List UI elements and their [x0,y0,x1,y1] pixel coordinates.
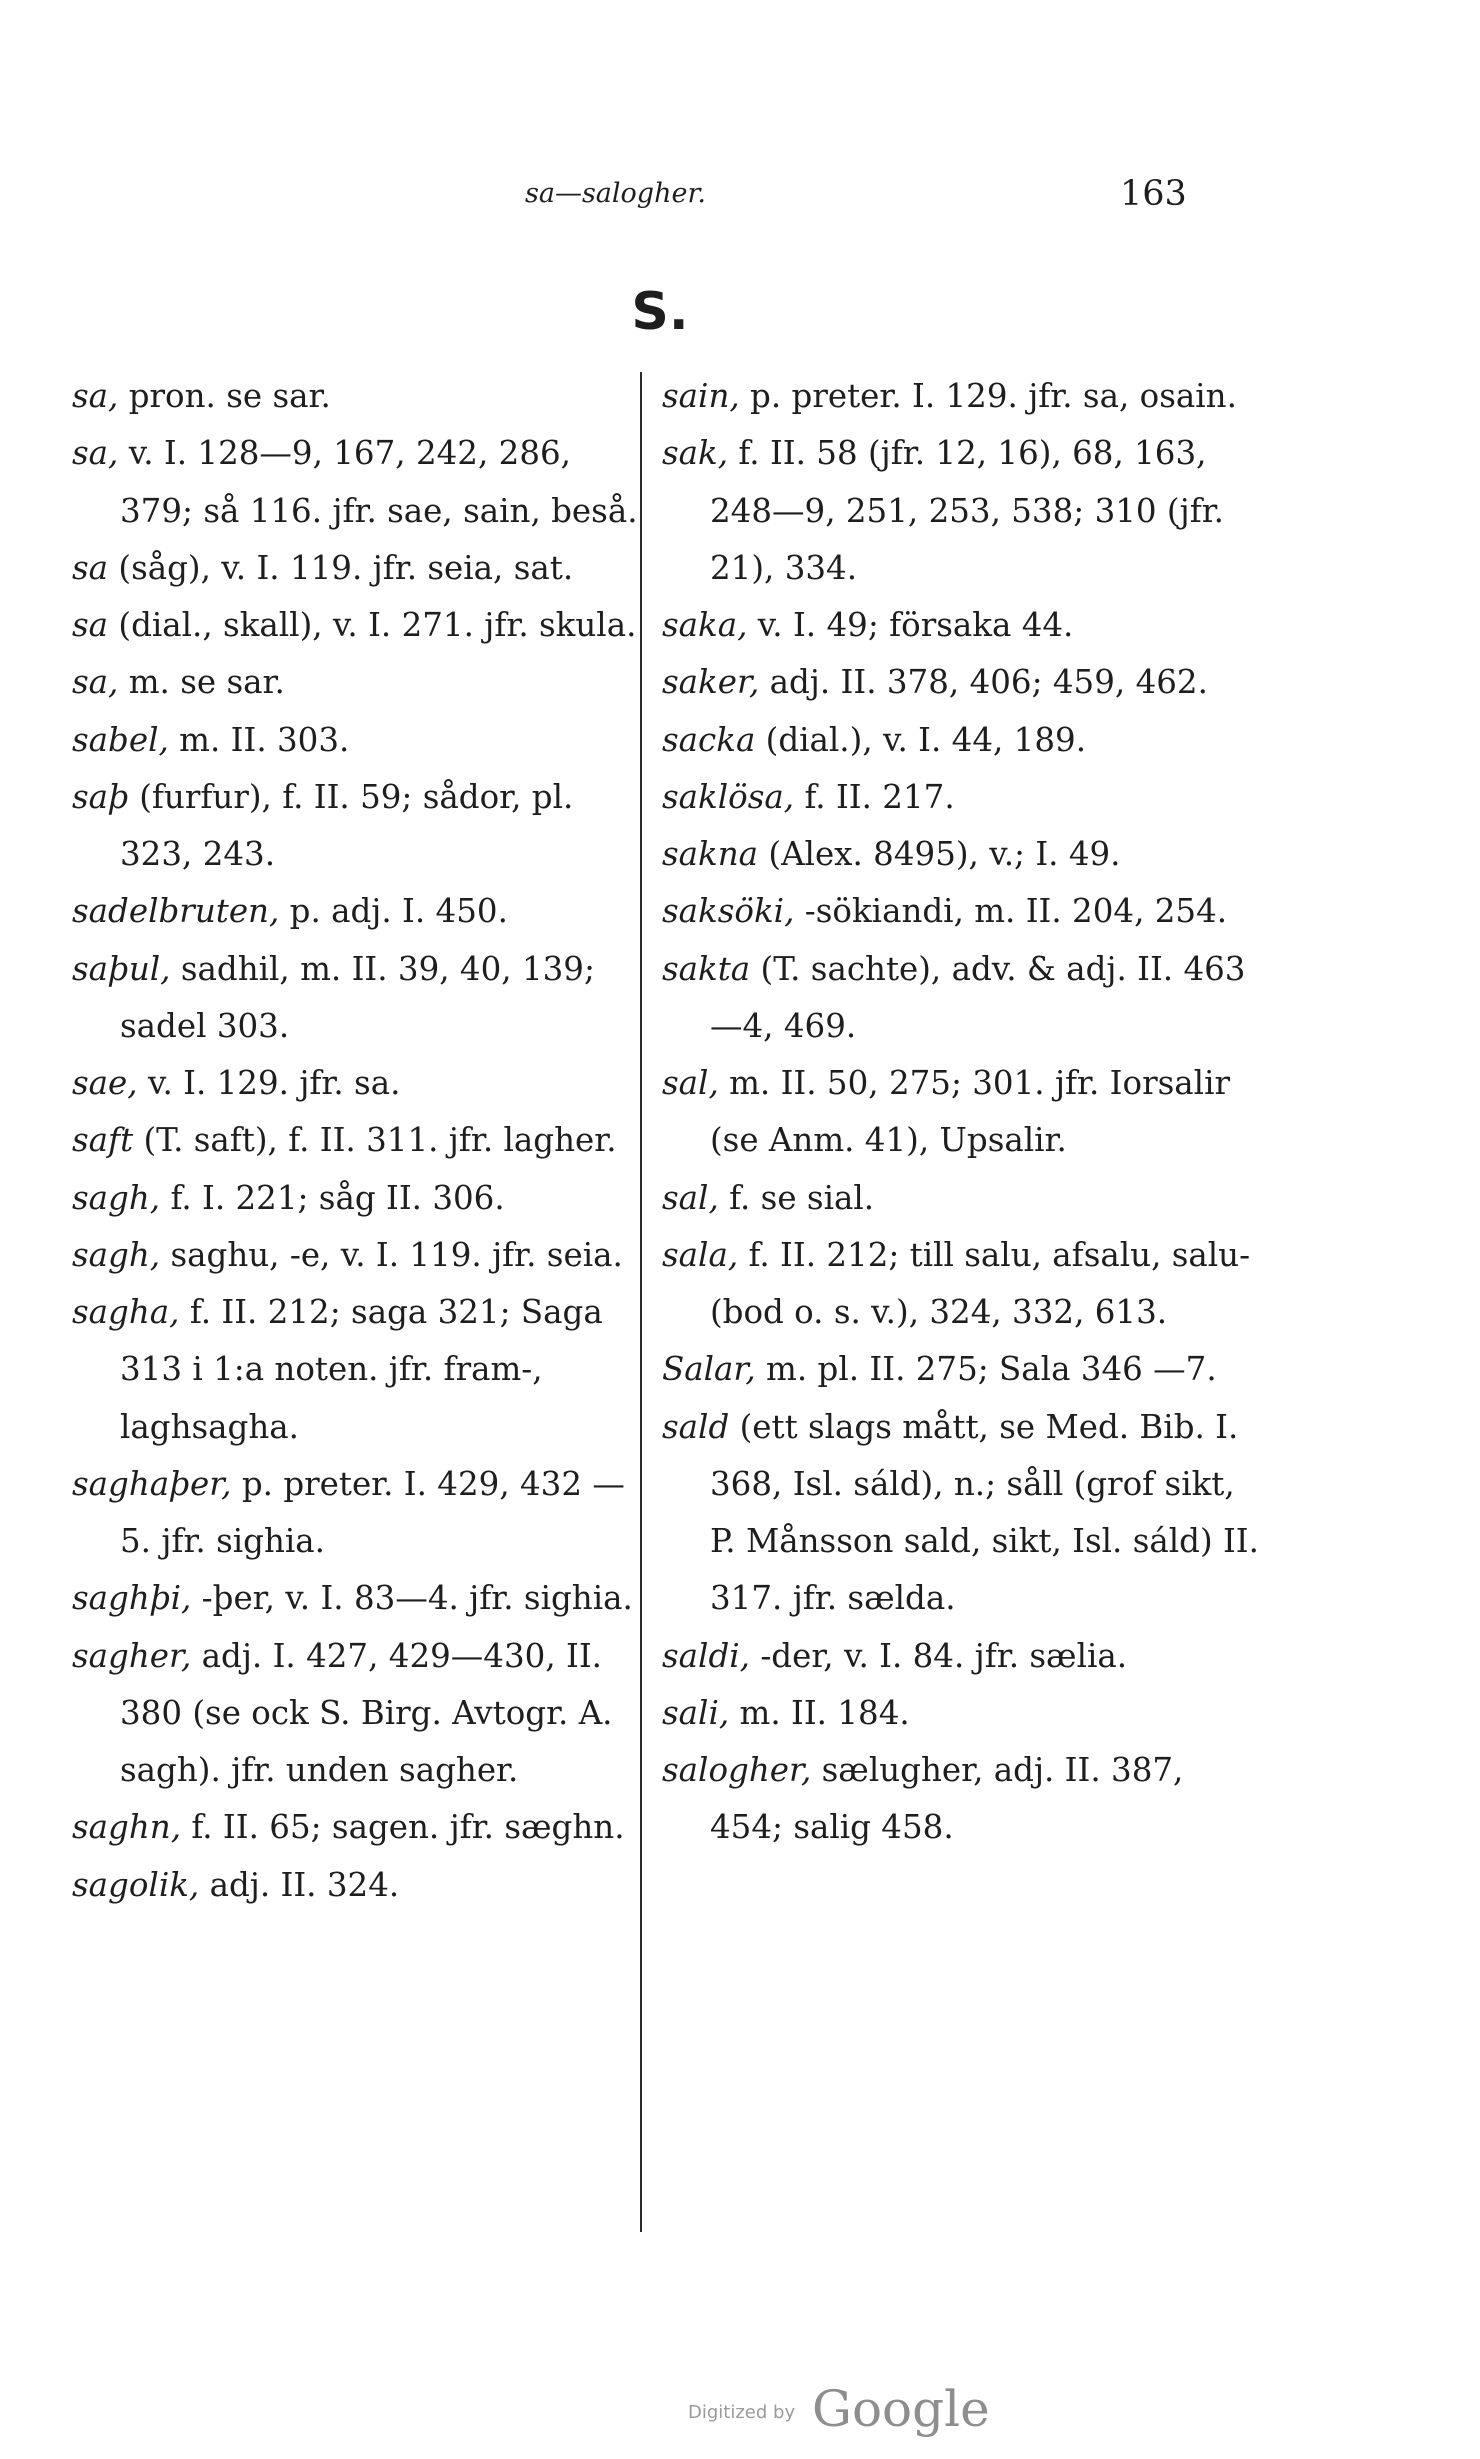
entry-headword: sadelbruten, [72,892,280,931]
entry-headword: saft [72,1121,134,1160]
dictionary-entry [662,597,1262,654]
dictionary-entry [72,654,652,711]
entry-headword: sa, [72,663,119,702]
entry-definition: adj. II. 324. [199,1865,400,1904]
entry-headword: saþul, [72,949,171,988]
entry-definition: m. pl. II. 275; Sala 346 —7. [755,1350,1217,1389]
entry-definition: sadhil, m. II. 39, 40, 139; sadel 303. [120,949,595,1045]
dictionary-entry [72,1857,652,1914]
entry-definition: (T. sachte), adv. & adj. II. 463—4, 469. [710,949,1246,1045]
entry-headword: sa, [72,434,119,473]
entry-definition: v. I. 128—9, 167, 242, 286, 379; så 116. jfr. sae, sain, beså. [118,434,638,530]
entry-headword: saka, [662,606,748,644]
entry-headword: sakna [662,835,759,873]
entry-definition: adj. I. 427, 429—430, II. 380 (se ock S. Birg. Avtogr. A. sagh). jfr. unden sagher. [120,1636,613,1789]
entry-headword: saþ [72,777,129,816]
entry-definition: f. II. 212; saga 321; Saga 313 i 1:a noten. jfr. fram-, laghsagha. [120,1293,603,1446]
dictionary-entry [662,1628,1262,1685]
right-column [662,368,1262,1857]
entry-definition: m. se sar. [118,663,285,702]
left-column [72,368,652,1914]
entry-definition: f. se sial. [718,1178,875,1217]
dictionary-entry [72,1112,652,1169]
dictionary-entry [662,883,1262,940]
entry-definition: saghu, -e, v. I. 119. jfr. seia. [160,1235,623,1274]
dictionary-entry [72,540,652,597]
entry-definition: -der, v. I. 84. jfr. sælia. [749,1636,1128,1675]
dictionary-entry [72,1456,652,1571]
entry-headword: sak, [662,434,729,473]
entry-definition: adj. II. 378, 406; 459, 462. [759,663,1208,702]
dictionary-entry [662,654,1262,711]
entry-definition: f. II. 217. [794,777,955,816]
dictionary-entry [662,1170,1262,1227]
dictionary-entry [662,826,1262,883]
dictionary-entry [662,1055,1262,1170]
entry-definition: m. II. 184. [729,1693,910,1732]
entry-headword: sacka [662,720,756,759]
entry-headword: sagolik, [72,1865,200,1904]
entry-headword: sakta [662,949,751,988]
running-head [0,174,1480,228]
entry-definition: f. II. 212; till salu, afsalu, salu- (bod o. s. v.), 324, 332, 613. [710,1235,1251,1331]
dictionary-entry [662,368,1262,425]
dictionary-entry [72,712,652,769]
entry-definition: (såg), v. I. 119. jfr. seia, sat. [108,548,574,587]
entry-headword: Salar, [662,1350,756,1389]
entry-definition: -þer, v. I. 83—4. jfr. sighia. [191,1579,633,1618]
dictionary-entry [662,1341,1262,1398]
entry-definition: f. II. 58 (jfr. 12, 16), 68, 163, 248—9, 251, 253, 538; 310 (jfr. 21), 334. [710,434,1225,587]
entry-headword: saklösa, [662,777,795,816]
dictionary-entry [72,1055,652,1112]
dictionary-entry [72,883,652,940]
page-number: 163 [1120,174,1187,214]
entry-definition: pron. se sar. [118,377,331,415]
dictionary-entry [72,941,652,1056]
entry-definition: p. preter. I. 429, 432 —5. jfr. sighia. [120,1464,625,1560]
entry-definition: m. II. 303. [168,720,350,759]
entry-definition: (Alex. 8495), v.; I. 49. [758,835,1121,873]
dictionary-entry [72,1570,652,1627]
dictionary-entry [662,1227,1262,1342]
dictionary-entry [72,1799,652,1856]
entry-headword: saldi, [662,1636,750,1675]
dictionary-entry [72,769,652,884]
dictionary-entry [72,425,652,540]
entry-definition: (dial.), v. I. 44, 189. [755,720,1087,759]
entry-definition: f. II. 65; sagen. jfr. sæghn. [181,1808,625,1847]
dictionary-entry [72,368,652,425]
digitized-by-label: Digitized by [688,2402,796,2423]
column-divider [640,372,642,2232]
dictionary-entry [662,1685,1262,1742]
dictionary-entry [72,1284,652,1456]
entry-definition: m. II. 50, 275; 301. jfr. Iorsalir (se Anm. 41), Upsalir. [710,1064,1231,1160]
dictionary-entry [662,1742,1262,1857]
entry-definition: -sökiandi, m. II. 204, 254. [794,892,1228,931]
entry-headword: sagher, [72,1636,192,1675]
dictionary-entry [662,712,1262,769]
entry-headword: sali, [662,1693,730,1732]
entry-headword: saker, [662,663,760,702]
dictionary-entry [662,941,1262,1056]
entry-headword: sagha, [72,1293,180,1331]
running-title: sa—salogher. [525,178,706,209]
entry-headword: saghþi, [72,1579,192,1618]
entry-headword: saksöki, [662,892,795,931]
entry-headword: sa [72,606,109,644]
entry-definition: v. I. 129. jfr. sa. [137,1064,401,1102]
entry-headword: sabel, [72,720,169,759]
entry-definition: (furfur), f. II. 59; sådor, pl. 323, 243. [120,777,574,873]
entry-headword: sae, [72,1064,138,1102]
entry-headword: sal, [662,1064,719,1102]
entry-definition: sælugher, adj. II. 387, 454; salig 458. [710,1751,1184,1847]
entry-definition: p. adj. I. 450. [279,892,508,931]
entry-headword: salogher, [662,1751,812,1789]
entry-headword: sa [72,548,109,587]
entry-headword: sala, [662,1235,739,1274]
dictionary-entry [72,1628,652,1800]
entry-headword: sald [662,1407,730,1446]
dictionary-entry [662,769,1262,826]
entry-headword: sal, [662,1178,719,1217]
entry-definition: v. I. 49; försaka 44. [747,606,1074,644]
entry-headword: sa, [72,377,119,415]
dictionary-entry [662,1399,1262,1628]
entry-headword: saghaþer, [72,1464,232,1503]
entry-definition: (dial., skall), v. I. 271. jfr. skula. [108,606,637,644]
dictionary-entry [662,425,1262,597]
entry-definition: f. I. 221; såg II. 306. [160,1178,505,1217]
entry-headword: sain, [662,377,740,415]
dictionary-entry [72,1227,652,1284]
entry-definition: (ett slags mått, se Med. Bib. I. 368, Isl. sáld), n.; såll (grof sikt, P. Månsson sald, sikt, Isl. sáld) II. 317. jfr. sælda. [710,1407,1259,1618]
entry-headword: saghn, [72,1808,182,1847]
entry-definition: p. preter. I. 129. jfr. sa, osain. [739,377,1237,415]
dictionary-entry [72,597,652,654]
section-letter: S. [631,282,689,342]
dictionary-entry [72,1170,652,1227]
entry-headword: sagh, [72,1235,161,1274]
entry-headword: sagh, [72,1178,161,1217]
google-watermark: Google [812,2380,990,2438]
entry-definition: (T. saft), f. II. 311. jfr. lagher. [133,1121,617,1160]
